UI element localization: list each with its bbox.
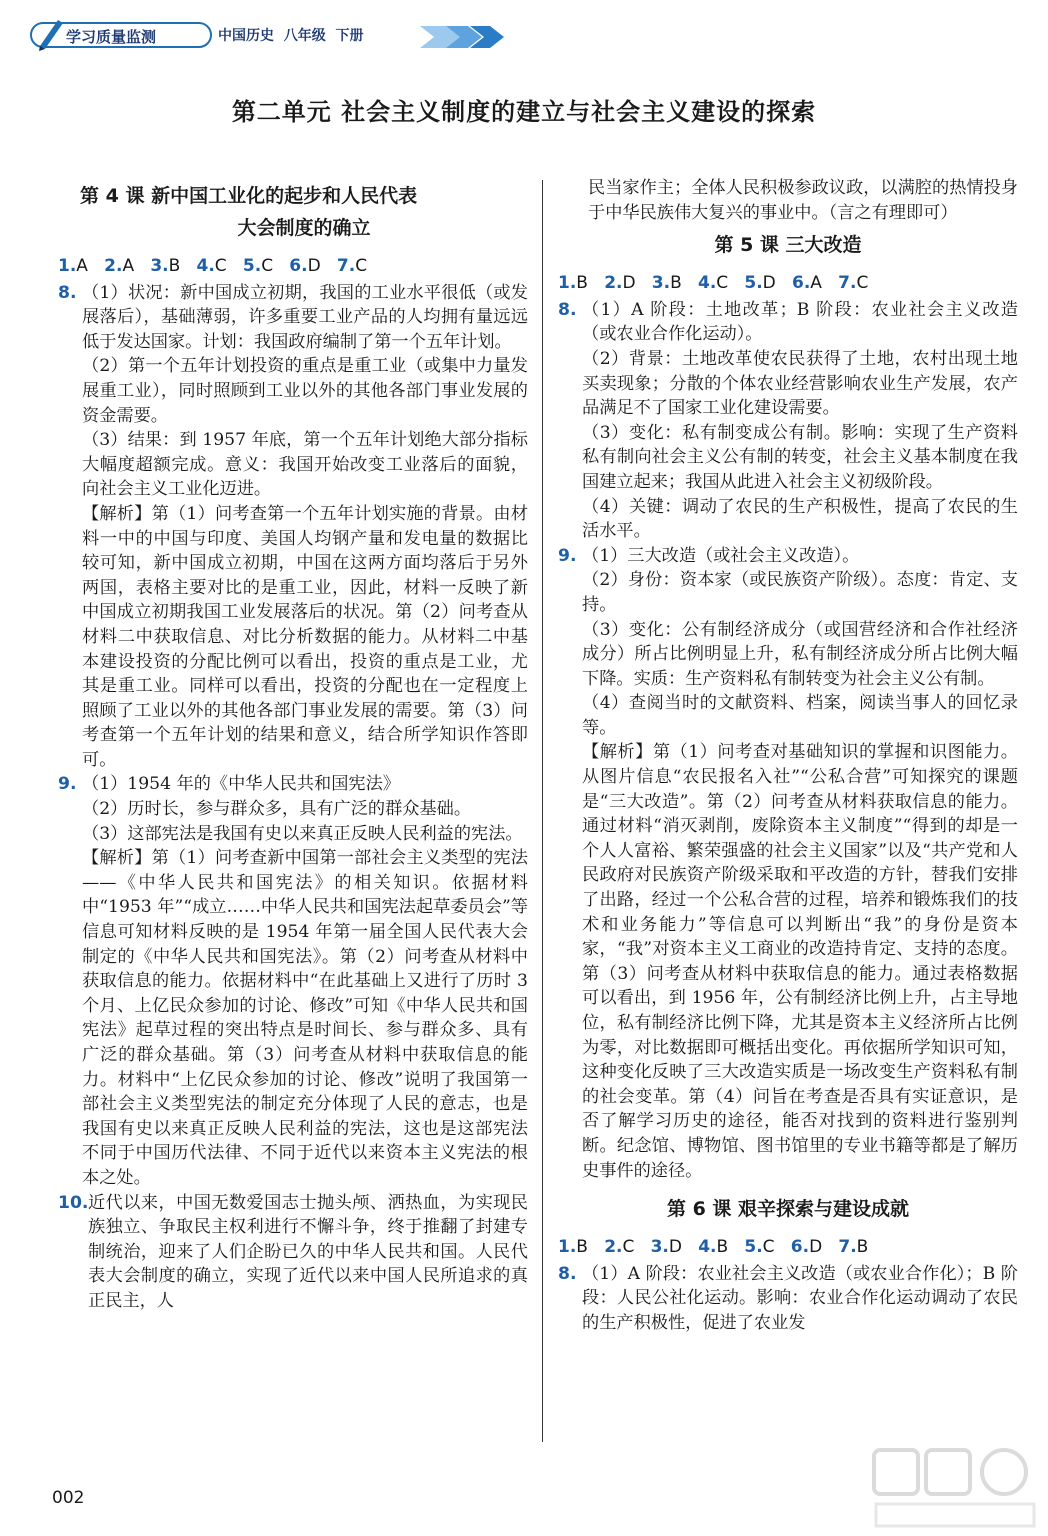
answer-number: 4. [697, 273, 717, 294]
answer-letter: D [622, 273, 636, 294]
answer-part-3: （3）结果：到 1957 年底，第一个五年计划绝大部分指标大幅度超额完成。意义：我国开始改变工业落后的面貌，向社会主义工业化迈进。 [82, 430, 528, 500]
series-badge [30, 22, 212, 48]
answer-number: 6. [790, 1237, 810, 1258]
answer-number: 7. [838, 1237, 857, 1258]
answer-number: 3. [150, 256, 169, 276]
lesson-4-title [58, 180, 528, 244]
answer-number: 6. [791, 273, 811, 294]
answer-letter: B [168, 256, 181, 276]
lesson-4-question-10-continued [558, 176, 1018, 225]
answer-part-2: （2）历时长，参与群众多，具有广泛的群众基础。 [82, 799, 472, 820]
lesson-5-question-9 [558, 544, 1018, 1183]
answer-number: 6. [289, 256, 308, 276]
answer-part-1: （1）A 阶段：土地改革；B 阶段：农业社会主义改造（或农业合作化运动）。 [582, 299, 1018, 345]
lesson-5-choice-answers [558, 271, 1018, 296]
term-label: 下册 [335, 28, 364, 44]
answer-text-continued: 民当家作主；全体人民积极参政议政，以满腔的热情投身于中华民族伟大复兴的事业中。（言之有理即可） [588, 178, 1018, 223]
answer-letter: B [716, 1237, 729, 1258]
lesson-4-question-8 [58, 281, 528, 773]
analysis-text: 第（1）问考查第一个五年计划实施的背景。由材料一中的中国与印度、美国人均钢产量和发电量的数据比较可知，新中国成立初期，中国在这两方面均落后于另外两国，表格主要对比的是重工业，因此，材料一反映了新中国成立初期我国工业发展落后的状况。第（2）问考查从材料二中获取信息、对比分析数据的能力。从材料二中基本建设投资的分配比例可以看出，投资的重点是工业，尤其是重工业。同样可以看出，投资的分配也在一定程度上照顾了工业以外的其他各部门事业发展的需要。第（3）问考查第一个五年计划的结果和意义，结合所学知识作答即可。 [82, 503, 528, 770]
answer-letter: D [307, 256, 321, 276]
analysis-text: 第（1）问考查新中国第一部社会主义类型的宪法——《中华人民共和国宪法》的相关知识。依据材料中“1953 年”“成立……中华人民共和国宪法起草委员会”等信息可知材料反映的是 1954 年第一届全国人民代表大会制定的《中华人民共和国宪法》。第（2）问考查从材料中获取信息的能力。依据材料中“在此基础上又进行了历时 3 个月、上亿民众参加的讨论、修改”可知《中华人民共和国宪法》起草过程的突出特点是时间长、参与群众多、具有广泛的群众基础。第（3）问考查从材料中获取信息的能力。材料中“上亿民众参加的讨论、修改”说明了我国第一部社会主义类型宪法的制定充分体现了人民的意志，也是我国有史以来真正反映人民利益的宪法，这也是这部宪法不同于中国历代法律、不同于近代以来资本主义宪法的根本之处。 [82, 848, 528, 1188]
analysis-text: 第（1）问考查对基础知识的掌握和识图能力。从图片信息“农民报名入社”“公私合营”可知探究的课题是“三大改造”。第（2）问考查从材料获取信息的能力。通过材料“消灭剥削，废除资本主义制度”“得到的却是一个人人富裕、繁荣强盛的社会主义国家”以及“共产党和人民政府对民族资产阶级采取和平改造的方针，替我们安排了出路，经过一个公私合营的过程，培养和锻炼我们的技术和业务能力”等信息可以判断出“我”的身份是资本家，“我”对资本主义工商业的改造持肯定、支持的态度。第（3）问考查从材料中获取信息的能力。通过表格数据可以看出，到 1956 年，公有制经济比例上升，占主导地位，私有制经济比例下降，尤其是资本主义经济所占比例为零，对比数据即可概括出变化。再依据所学知识可知，这种变化反映了三大改造实质是一场改变生产资料私有制的社会变革。第（4）问旨在考查是否具有实证意识，是否了解学习历史的途径，能否对找到的资料进行鉴别判断。纪念馆、博物馆、图书馆里的专业书籍等都是了解历史事件的途径。 [582, 742, 1018, 1181]
answer-letter: C [716, 273, 729, 294]
answer-letter: B [576, 273, 588, 294]
answer-letter: D [668, 1237, 682, 1258]
answer-number: 1. [558, 1237, 577, 1258]
answer-part-3: （3）变化：私有制变成公有制。影响：实现了生产资料私有制向社会主义公有制的转变，社会主义基本制度在我国建立起来；我国从此进入社会主义初级阶段。 [582, 422, 1018, 492]
answer-part-3: （3）这部宪法是我国有史以来真正反映人民利益的宪法。 [82, 823, 523, 844]
answer-number: 1. [558, 273, 577, 294]
question-number: 8. [558, 299, 577, 320]
analysis [82, 846, 528, 1190]
answer-letter: B [856, 1237, 869, 1258]
answer-part-2: （2）身份：资本家（或民族资产阶级）。态度：肯定、支持。 [582, 570, 1018, 615]
answer-letter: C [856, 273, 869, 294]
answer-number: 1. [58, 256, 77, 276]
answer-letter: A [76, 256, 88, 276]
answer-letter: A [810, 273, 822, 294]
left-column [58, 176, 528, 1314]
answer-number: 3. [650, 1237, 669, 1258]
subject-label: 中国历史 [218, 28, 274, 44]
answer-part-1: （1）状况：新中国成立初期，我国的工业水平很低（或发展落后），基础薄弱，许多重要工业产品的人均拥有量远远低于发达国家。计划：我国政府编制了第一个五年计划。 [82, 282, 528, 352]
analysis [582, 740, 1018, 1183]
analysis-tag: 【解析】 [82, 503, 152, 524]
analysis [82, 502, 528, 773]
answer-text: 近代以来，中国无数爱国志士抛头颅、洒热血，为实现民族独立、争取民主权利进行不懈斗争，终于推翻了封建专制统治，迎来了人们企盼已久的中华人民共和国。人民代表大会制度的确立，实现了近代以来中国人民所追求的真正民主，人 [88, 1192, 528, 1311]
answer-letter: C [214, 256, 227, 276]
answer-letter: C [261, 256, 274, 276]
answer-part-1: （1）A 阶段：农业社会主义改造（或农业合作化）；B 阶段：人民公社化运动。影响：农业合作化运动调动了农民的生产积极性，促进了农业发 [582, 1263, 1018, 1333]
answer-number: 2. [604, 273, 623, 294]
answer-number: 5. [744, 1237, 763, 1258]
answer-number: 5. [242, 256, 262, 276]
answer-part-4: （4）查阅当时的文献资料、档案，阅读当事人的回忆录等。 [582, 693, 1018, 738]
answer-part-2: （2）第一个五年计划投资的重点是重工业（或集中力量发展重工业），同时照顾到工业以外的其他各部门事业发展的资金需要。 [82, 356, 528, 426]
analysis-tag: 【解析】 [82, 848, 152, 869]
lesson-4-title-line2: 大会制度的确立 [237, 217, 371, 239]
lesson-4-title-line1: 第 4 课 新中国工业化的起步和人民代表 [80, 185, 418, 207]
lesson-6-title: 第 6 课 艰辛探索与建设成就 [666, 1198, 910, 1221]
chevrons-right-icon [420, 24, 512, 50]
answer-part-2: （2）背景：土地改革使农民获得了土地，农村出现土地买卖现象；分散的个体农业经营影响农业生产发展，农产品满足不了国家工业化建设需要。 [582, 348, 1018, 419]
question-number: 8. [558, 1263, 577, 1284]
answer-number: 7. [838, 273, 857, 294]
unit-title: 第二单元 社会主义制度的建立与社会主义建设的探索 [231, 98, 817, 126]
answer-number: 4. [698, 1237, 717, 1258]
answer-letter: C [622, 1237, 635, 1258]
analysis-tag: 【解析】 [582, 742, 653, 763]
lesson-5-question-8 [558, 298, 1018, 544]
column-divider [542, 180, 543, 1442]
answer-letter: B [670, 273, 682, 294]
answer-number: 2. [604, 1237, 623, 1258]
watermark-logo [870, 1444, 1040, 1532]
grade-label: 八年级 [283, 28, 326, 44]
lesson-6-question-8 [558, 1262, 1018, 1336]
pen-icon [36, 16, 66, 52]
lesson-5-title: 第 5 课 三大改造 [714, 234, 862, 257]
answer-part-1: （1）三大改造（或社会主义改造）。 [582, 545, 860, 566]
answer-letter: C [762, 1237, 775, 1258]
right-column [558, 176, 1018, 1336]
book-info [218, 22, 364, 50]
answer-letter: B [576, 1237, 588, 1258]
answer-number: 5. [744, 273, 763, 294]
answer-letter: D [762, 273, 776, 294]
answer-part-1: （1）1954 年的《中华人民共和国宪法》 [82, 774, 400, 795]
answer-number: 2. [104, 256, 123, 276]
answer-letter: D [809, 1237, 823, 1258]
question-number: 8. [58, 282, 77, 303]
question-number: 9. [558, 545, 577, 566]
answer-letter: C [355, 256, 368, 276]
lesson-4-choice-answers [58, 254, 528, 279]
answer-number: 7. [336, 256, 356, 276]
lesson-4-question-10 [58, 1191, 528, 1314]
series-badge-label: 学习质量监测 [66, 28, 157, 46]
answer-letter: A [122, 256, 135, 276]
answer-number: 4. [196, 256, 215, 276]
answer-number: 3. [651, 273, 671, 294]
answer-part-4: （4）关键：调动了农民的生产积极性，提高了农民的生活水平。 [582, 496, 1018, 542]
lesson-4-question-9 [58, 772, 528, 1190]
lesson-6-choice-answers [558, 1235, 1018, 1260]
question-number: 9. [58, 774, 77, 795]
page-number: 002 [52, 1488, 85, 1508]
answer-part-3: （3）变化：公有制经济成分（或国营经济和合作社经济成分）所占比例明显上升，私有制经济成分所占比例大幅下降。实质：生产资料私有制转变为社会主义公有制。 [582, 619, 1018, 689]
question-number: 10. [58, 1192, 89, 1213]
